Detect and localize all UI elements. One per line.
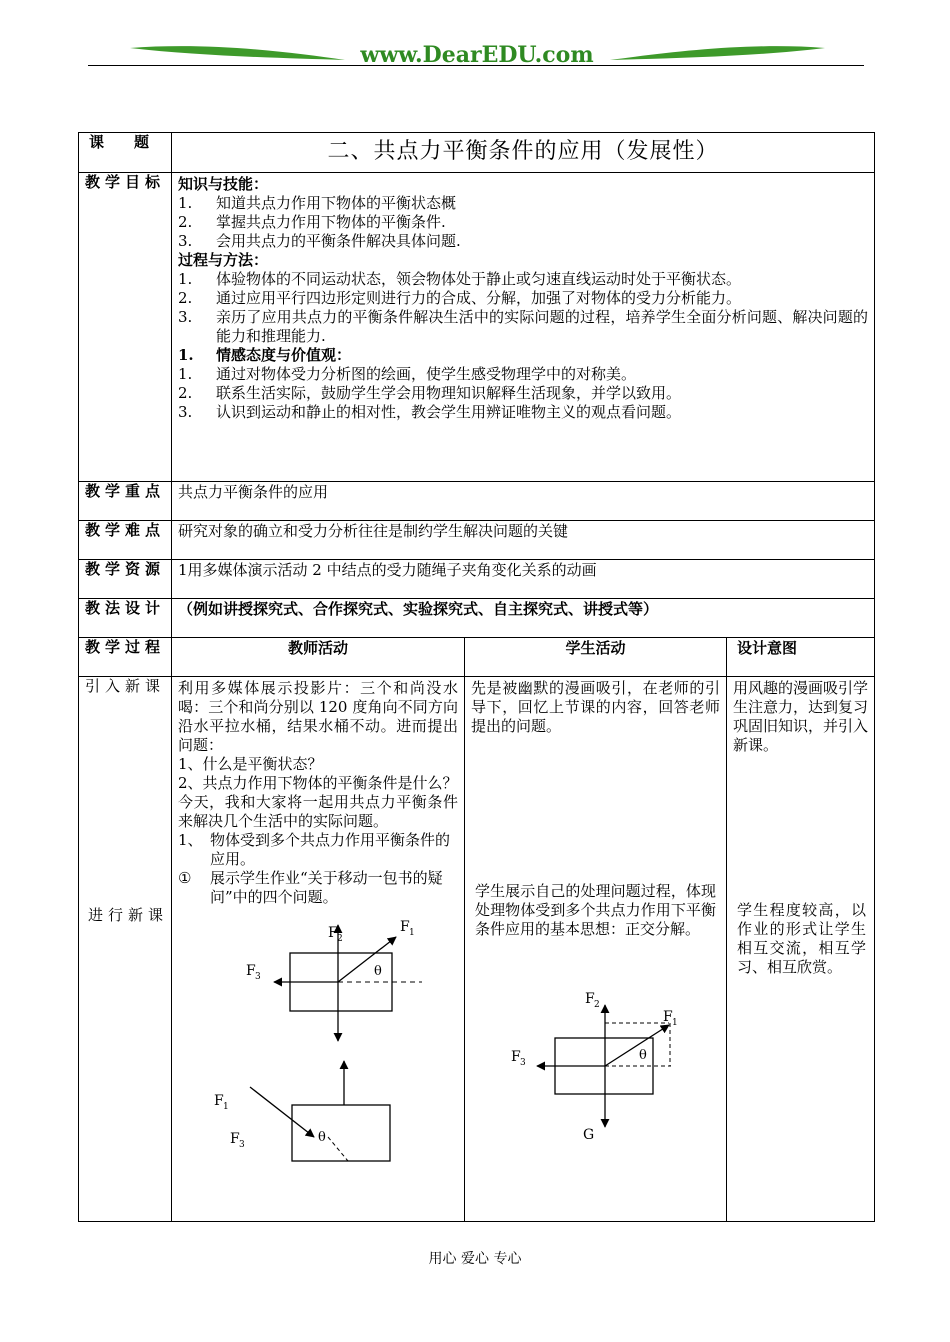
svg-text:θ: θ (318, 1130, 326, 1145)
svg-text:F: F (230, 1131, 240, 1147)
title-row-label: 课 题 (79, 133, 172, 173)
objectives-label: 教学目标 (79, 173, 172, 482)
design-intent-cell (727, 677, 875, 1222)
objectives-row (79, 173, 875, 482)
force-diagram-1 (246, 919, 422, 1041)
force-diagram-2 (214, 1061, 390, 1161)
process-item: 1. 体验物体的不同运动状态，领会物体处于静止或匀速直线运动时处于平衡状态。 (178, 270, 742, 288)
force-diagrams-teacher (178, 913, 458, 1203)
svg-text:3: 3 (239, 1140, 245, 1150)
svg-text:G: G (583, 1127, 595, 1143)
svg-text:1: 1 (672, 1018, 678, 1028)
teacher-today-paragraph: 今天，我和大家将一起用共点力平衡条件来解决几个生活中的实际问题。 (178, 793, 458, 830)
design-intent-header: 设计意图 (727, 638, 875, 677)
key-point-text: 共点力平衡条件的应用 (172, 482, 875, 521)
svg-text:3: 3 (255, 972, 261, 982)
stage-column (79, 677, 172, 1222)
student-text-2: 学生展示自己的处理问题过程，体现处理物体受到多个共点力作用下平衡条件应用的基本思想：正交分解。 (475, 882, 716, 938)
difficulty-row (79, 521, 875, 560)
svg-text:θ: θ (374, 964, 382, 979)
svg-text:F: F (246, 963, 256, 979)
svg-text:3: 3 (520, 1058, 526, 1068)
knowledge-item: 3. 会用共点力的平衡条件解决具体问题. (178, 232, 461, 250)
intent-text-1: 用风趣的漫画吸引学生注意力，达到复习巩固旧知识，并引入新课。 (733, 679, 869, 754)
footer-text: 用心 爱心 专心 (428, 1251, 522, 1267)
lesson-title: 二、共点力平衡条件的应用（发展性） (172, 133, 875, 173)
svg-text:1: 1 (223, 1102, 229, 1112)
title-row (79, 133, 875, 173)
stage-intro: 引入新课 (85, 677, 166, 695)
header-rule (88, 65, 864, 66)
objectives-content (172, 173, 875, 482)
student-activity-cell (465, 677, 727, 1222)
difficulty-label: 教学难点 (79, 521, 172, 560)
svg-text:2: 2 (594, 1000, 600, 1010)
key-point-row (79, 482, 875, 521)
teacher-item-1: 1、 物体受到多个共点力作用平衡条件的应用。 (178, 831, 451, 868)
svg-text:F: F (511, 1049, 521, 1065)
svg-text:F: F (214, 1093, 224, 1109)
resources-label: 教学资源 (79, 560, 172, 599)
process-item: 2. 通过应用平行四边形定则进行力的合成、分解，加强了对物体的受力分析能力。 (178, 289, 742, 307)
emotion-item: 1. 通过对物体受力分析图的绘画，使学生感受物理学中的对称美。 (178, 365, 637, 383)
method-label: 教法设计 (79, 599, 172, 638)
stage-new-lesson: 进行新课 (88, 906, 169, 924)
student-activity-header: 学生活动 (465, 638, 727, 677)
svg-text:1: 1 (409, 928, 415, 938)
emotion-item: 3. 认识到运动和静止的相对性，教会学生用辨证唯物主义的观点看问题。 (178, 403, 682, 421)
emotion-heading: 1. 情感态度与价值观： (178, 346, 352, 364)
resources-text: 1用多媒体演示活动 2 中结点的受力随绳子夹角变化关系的动画 (172, 560, 875, 599)
svg-text:F: F (663, 1009, 673, 1025)
teacher-item-2: ① 展示学生作业“关于移动一包书的疑问”中的四个问题。 (178, 869, 443, 906)
teacher-question-1: 1、什么是平衡状态？ (178, 755, 323, 773)
difficulty-text: 研究对象的确立和受力分析往往是制约学生解决问题的关键 (172, 521, 875, 560)
svg-text:2: 2 (337, 934, 343, 944)
method-text: （例如讲授探究式、合作探究式、实验探究式、自主探究式、讲授式等） (172, 599, 875, 638)
intent-text-2: 学生程度较高，以作业的形式让学生相互交流，相互学习、相互欣赏。 (737, 901, 866, 976)
resources-row (79, 560, 875, 599)
process-item: 3. 亲历了应用共点力的平衡条件解决生活中的实际问题的过程，培养学生全面分析问题、解决问题的能力和推理能力. (178, 308, 868, 345)
lesson-flow-row (79, 677, 875, 1222)
key-point-label: 教学重点 (79, 482, 172, 521)
knowledge-item: 2. 掌握共点力作用下物体的平衡条件. (178, 213, 446, 231)
teacher-activity-header: 教师活动 (172, 638, 465, 677)
svg-text:θ: θ (639, 1048, 647, 1063)
process-header-row (79, 638, 875, 677)
svg-text:F: F (328, 925, 338, 941)
site-name-text: www.DearEDU.com (360, 42, 594, 68)
process-label: 教学过程 (79, 638, 172, 677)
knowledge-heading: 知识与技能： (178, 175, 269, 193)
student-text-1: 先是被幽默的漫画吸引，在老师的引导下，回忆上节课的内容，回答老师提出的问题。 (471, 679, 720, 735)
process-heading: 过程与方法： (178, 251, 269, 269)
teacher-question-2: 2、共点力作用下物体的平衡条件是什么？ (178, 774, 458, 792)
emotion-item: 2. 联系生活实际，鼓励学生学会用物理知识解释生活现象，并学以致用。 (178, 384, 682, 402)
method-row (79, 599, 875, 638)
force-diagram-student (475, 977, 715, 1147)
lesson-plan-table (78, 132, 875, 1222)
svg-text:F: F (585, 991, 595, 1007)
knowledge-item: 1. 知道共点力作用下物体的平衡状态概 (178, 194, 457, 212)
teacher-activity-cell (172, 677, 465, 1222)
teacher-intro-paragraph: 利用多媒体展示投影片：三个和尚没水喝：三个和尚分别以 120 度角向不同方向沿水平拉水桶，结果水桶不动。进而提出问题： (178, 679, 458, 754)
svg-text:F: F (400, 919, 410, 935)
